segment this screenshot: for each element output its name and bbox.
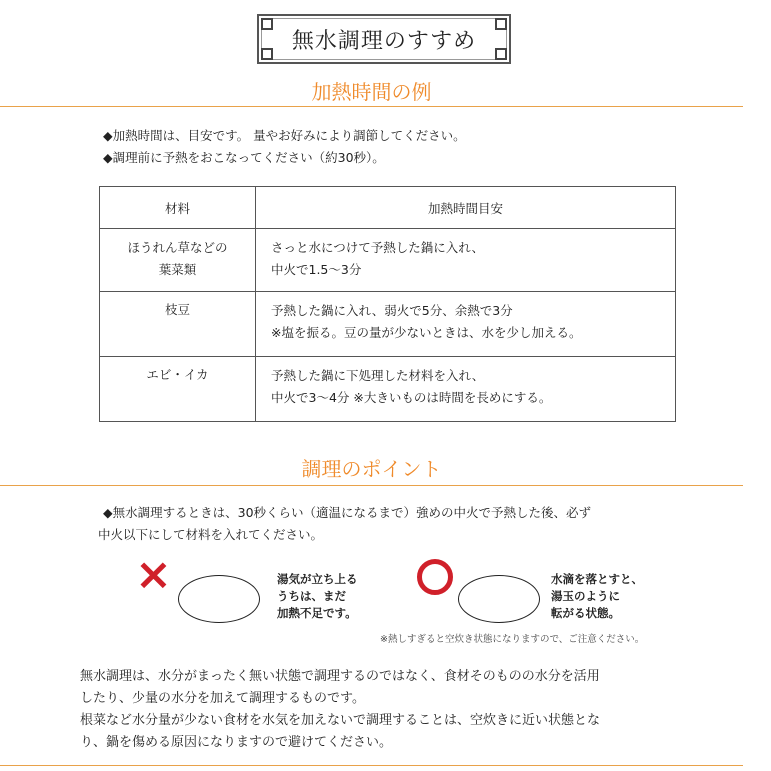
section-heading-points: 調理のポイント — [301, 457, 442, 481]
points-bullet — [98, 502, 592, 546]
text-line: うちは、まだ — [277, 589, 346, 603]
material-cell: 枝豆 — [100, 292, 256, 357]
corner-ornament — [261, 48, 273, 60]
divider — [0, 485, 743, 486]
divider — [0, 106, 743, 107]
cell-line: 葉菜類 — [158, 262, 197, 277]
explanation-paragraph — [80, 666, 600, 754]
time-cell — [256, 357, 676, 422]
corner-ornament — [495, 48, 507, 60]
cell-line: さっと水につけて予熱した鍋に入れ、 — [271, 240, 485, 255]
bullet: ◆調理前に予熱をおこなってください（約30秒）。 — [103, 150, 385, 165]
divider — [0, 765, 743, 766]
caution-note: ※熱しすぎると空炊き状態になりますので、ご注意ください。 — [380, 634, 645, 645]
text-line: 湯玉のように — [551, 589, 620, 603]
page-title: 無水調理のすすめ — [291, 28, 477, 54]
table-row — [100, 292, 676, 357]
text-line: 加熱不足です。 — [277, 606, 357, 620]
cell-line: ※塩を振る。豆の量が少ないときは、水を少し加える。 — [271, 325, 582, 340]
paragraph-line: 根菜など水分量が少ない食材を水気を加えないで調理することは、空炊きに近い状態とな — [80, 713, 601, 728]
bullet-line: 中火以下にして材料を入れてください。 — [98, 527, 324, 542]
section-heading-heating: 加熱時間の例 — [311, 80, 432, 104]
paragraph-line: 無水調理は、水分がまったく無い状態で調理するのではなく、食材そのものの水分を活用 — [80, 669, 600, 684]
material-cell: エビ・イカ — [100, 357, 256, 422]
cell-line: 予熱した鍋に下処理した材料を入れ、 — [271, 368, 485, 383]
header-time: 加熱時間目安 — [256, 187, 676, 229]
corner-ornament — [495, 18, 507, 30]
paragraph-line: り、鍋を傷める原因になりますので避けてください。 — [80, 735, 393, 750]
text-line: 湯気が立ち上る — [277, 572, 358, 586]
time-cell — [256, 292, 676, 357]
circle-mark-icon — [417, 559, 453, 595]
cell-line: ほうれん草などの — [127, 240, 228, 255]
heating-time-table — [99, 186, 676, 422]
cross-mark-icon: × — [135, 549, 172, 600]
text-line: 転がる状態。 — [551, 606, 620, 620]
pan-droplets-illustration — [458, 575, 540, 623]
table-header-row — [100, 187, 676, 229]
header-material: 材料 — [100, 187, 256, 229]
bullet: ◆加熱時間は、目安です。 量やお好みにより調節してください。 — [103, 128, 466, 143]
cell-line: 予熱した鍋に入れ、弱火で5分、余熱で3分 — [271, 303, 513, 318]
time-cell — [256, 229, 676, 292]
table-row — [100, 229, 676, 292]
page-title-box — [257, 14, 511, 64]
text-line: 水滴を落とすと、 — [551, 572, 643, 586]
material-cell — [100, 229, 256, 292]
table-row — [100, 357, 676, 422]
bullet-line: ◆無水調理するときは、30秒くらい（適温になるまで）強めの中火で予熱した後、必ず — [103, 505, 592, 520]
cell-line: 中火で1.5～3分 — [271, 262, 362, 277]
pan-steam-illustration — [178, 575, 260, 623]
corner-ornament — [261, 18, 273, 30]
bullet-list — [103, 125, 466, 169]
cell-line: 中火で3～4分 ※大きいものは時間を長めにする。 — [271, 390, 552, 405]
good-example-text — [551, 571, 643, 622]
paragraph-line: したり、少量の水分を加えて調理するものです。 — [80, 691, 365, 706]
bad-example-text — [277, 571, 358, 622]
